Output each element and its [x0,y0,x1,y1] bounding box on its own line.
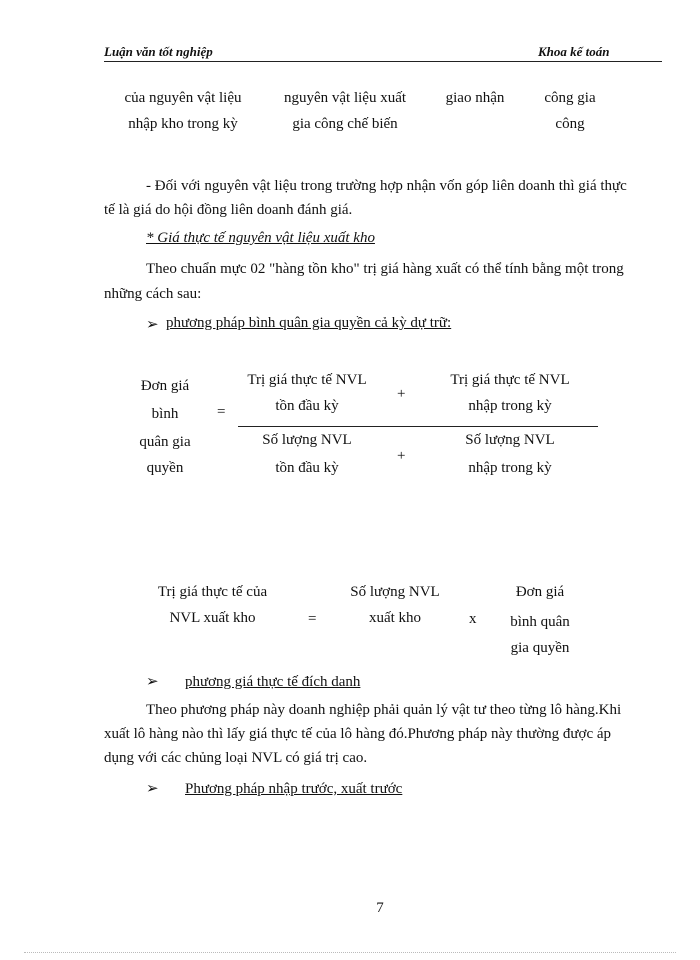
page-bottom-edge [24,952,676,953]
formula-lhs: quyền [146,460,184,476]
formula2-rhs: bình quân [510,614,570,630]
formula-lhs: bình [151,406,179,422]
header-rule [104,61,662,62]
equals-sign: = [217,404,226,420]
numerator-right: nhập trong kỳ [468,398,552,414]
table-cell: công [555,116,585,132]
table-cell: nguyên vật liệu xuất [283,90,407,106]
bullet-item: phương giá thực tế đích danh [185,674,361,690]
times-sign: x [469,611,477,627]
table-cell: gia công chế biến [292,116,398,132]
paragraph-line: xuất lô hàng nào thì lấy giá thực tế của lô hàng đó.Phương pháp này thường được áp [104,726,612,742]
paragraph-line: dụng với các chủng loại NVL có giá trị cao. [104,750,368,766]
formula2-rhs: Đơn giá [515,584,565,600]
fraction-bar [238,426,598,427]
arrow-bullet-icon: ➢ [146,317,159,333]
bullet-item: phương pháp bình quân gia quyền cả kỳ dự trữ: [166,315,452,331]
table-cell: của nguyên vật liệu [124,90,242,106]
denominator-left: Số lượng NVL [262,432,352,448]
paragraph-line: - Đối với nguyên vật liệu trong trường hợp nhận vốn góp liên doanh thì giá thực [146,178,627,194]
equals-sign: = [308,611,317,627]
formula-lhs: quân gia [139,434,191,450]
plus-sign: + [397,448,406,464]
paragraph-line: tế là giá do hội đồng liên doanh đánh giá. [104,202,353,218]
formula2-rhs: gia quyền [510,640,570,656]
header-right: Khoa kế toán [538,44,610,59]
arrow-bullet-icon: ➢ [146,781,159,797]
denominator-right: Số lượng NVL [465,432,555,448]
numerator-left: Trị giá thực tế NVL [247,372,367,388]
numerator-right: Trị giá thực tế NVL [450,372,570,388]
formula2-middle: Số lượng NVL [350,584,440,600]
denominator-left: tồn đầu kỳ [275,460,339,476]
paragraph-line: những cách sau: [104,286,202,302]
table-cell: giao nhận [445,90,505,106]
arrow-bullet-icon: ➢ [146,674,159,690]
numerator-left: tồn đầu kỳ [275,398,339,414]
page-number: 7 [376,900,384,916]
header-left: Luận văn tốt nghiệp [104,44,213,59]
formula2-middle: xuất kho [368,610,422,626]
formula2-lhs: NVL xuất kho [169,610,256,626]
denominator-right: nhập trong kỳ [468,460,552,476]
bullet-item: Phương pháp nhập trước, xuất trước [185,781,403,797]
table-cell: công gia [544,90,596,106]
plus-sign: + [397,386,406,402]
formula2-lhs: Trị giá thực tế của [157,584,268,600]
subheading: * Giá thực tế nguyên vật liệu xuất kho [146,230,375,246]
paragraph-line: Theo chuẩn mực 02 "hàng tồn kho" trị giá hàng xuất có thể tính bằng một trong [146,261,624,277]
table-cell: nhập kho trong kỳ [128,116,238,132]
formula-lhs: Đơn giá [140,378,190,394]
paragraph-line: Theo phương pháp này doanh nghiệp phải quản lý vật tư theo từng lô hàng.Khi [146,702,622,718]
